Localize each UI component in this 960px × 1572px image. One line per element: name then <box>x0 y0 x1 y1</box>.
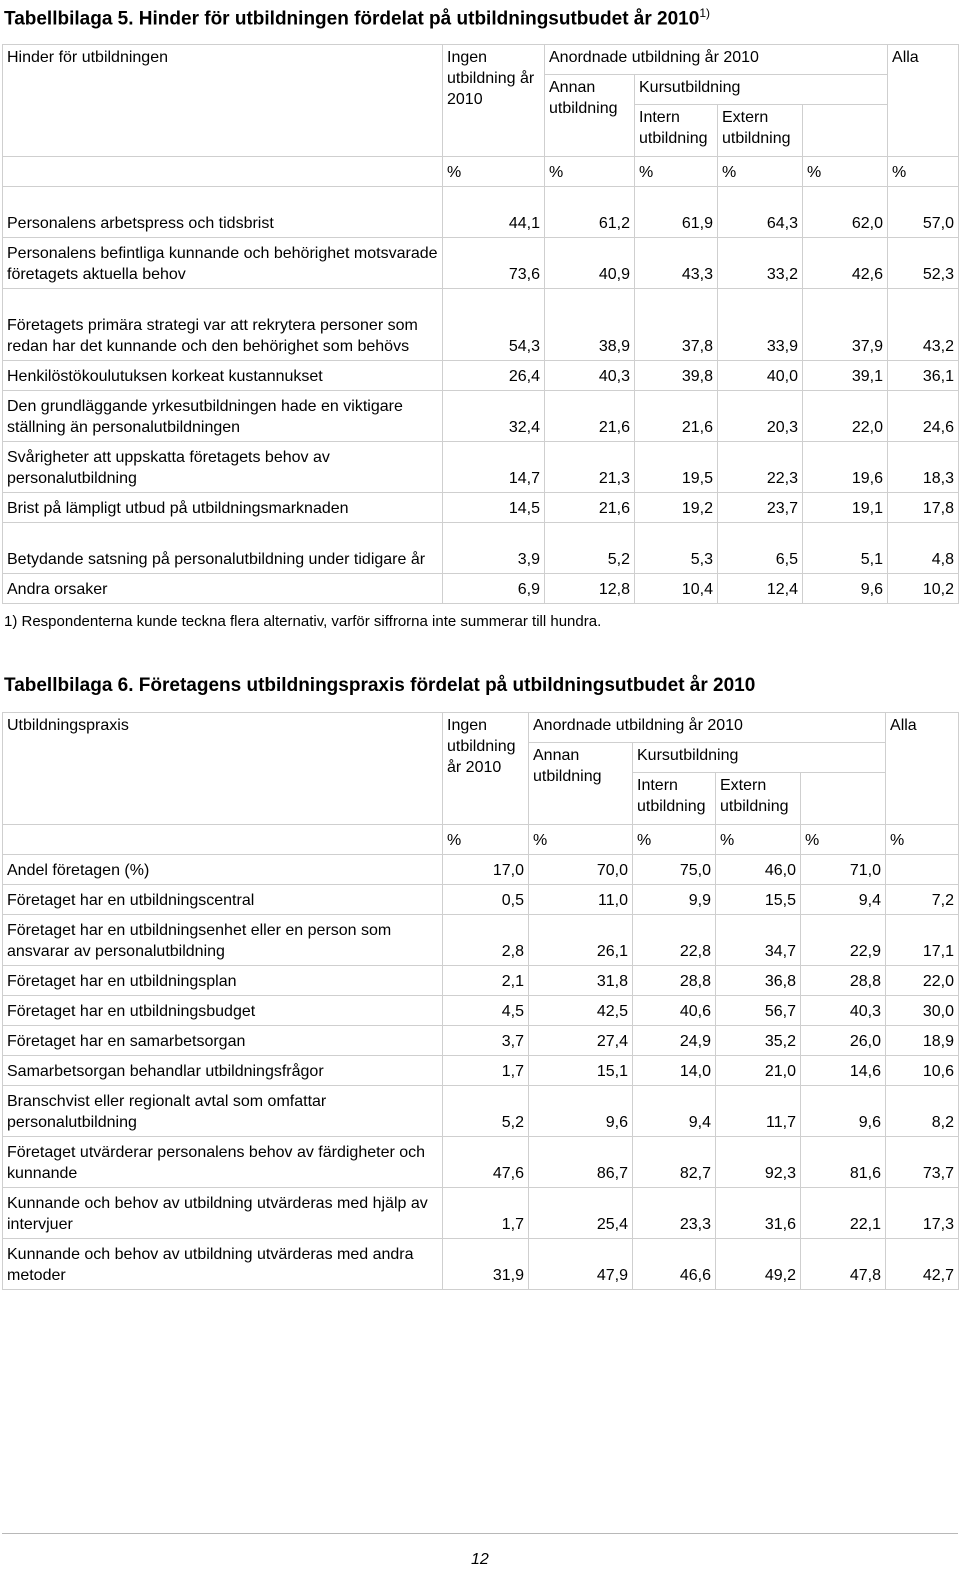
table6-cell: 46,6 <box>633 1239 716 1290</box>
table6-row <box>3 915 959 966</box>
table5-cell: 20,3 <box>718 391 803 442</box>
table5-row <box>3 187 959 238</box>
table6-cell: 34,7 <box>716 915 801 966</box>
table6-unit: % <box>529 825 633 855</box>
table6-cell: 42,7 <box>886 1239 959 1290</box>
table5-cell: 22,0 <box>803 391 888 442</box>
table5-cell: 61,9 <box>635 187 718 238</box>
table6-cell: 35,2 <box>716 1026 801 1056</box>
table6-cell: 30,0 <box>886 996 959 1026</box>
table5-row <box>3 493 959 523</box>
table6-unit: % <box>633 825 716 855</box>
table5-cell: 5,1 <box>803 523 888 574</box>
table5-cell: 37,9 <box>803 289 888 361</box>
table5-unit: % <box>803 157 888 187</box>
table5-cell: 22,3 <box>718 442 803 493</box>
table5-cell: 18,3 <box>888 442 959 493</box>
table6-cell: 81,6 <box>801 1137 886 1188</box>
table5-unit-blank <box>3 157 443 187</box>
table6-unit: % <box>716 825 801 855</box>
table6-cell <box>886 855 959 885</box>
table5-cell: 61,2 <box>545 187 635 238</box>
table6-cell: 23,3 <box>633 1188 716 1239</box>
table5-cell: 19,5 <box>635 442 718 493</box>
table5-cell: 40,0 <box>718 361 803 391</box>
table6-cell: 47,9 <box>529 1239 633 1290</box>
table6-row-header: Utbildningspraxis <box>3 713 443 825</box>
table5-cell: 24,6 <box>888 391 959 442</box>
table5-cell: 52,3 <box>888 238 959 289</box>
table6-cell: 86,7 <box>529 1137 633 1188</box>
table5-cell: 57,0 <box>888 187 959 238</box>
table6-row <box>3 966 959 996</box>
table6-row <box>3 1188 959 1239</box>
table5-cell: 39,8 <box>635 361 718 391</box>
table6-row <box>3 1056 959 1086</box>
table5-col-ingen: Ingen utbildning år 2010 <box>443 45 545 157</box>
table6-cell: 31,9 <box>443 1239 529 1290</box>
table5-cell: 14,7 <box>443 442 545 493</box>
table5-title-text: Tabellbilaga 5. Hinder för utbildningen fördelat på utbildningsutbudet år 2010 <box>4 8 700 30</box>
table6-col-ingen: Ingen utbildning år 2010 <box>443 713 529 825</box>
table6-col-annan: Annan utbildning <box>529 743 633 825</box>
table6-cell: 42,5 <box>529 996 633 1026</box>
table5-unit-row <box>3 157 959 187</box>
table6-row-label: Branschvist eller regionalt avtal som omfattar personalutbildning <box>3 1086 443 1137</box>
table6-cell: 22,9 <box>801 915 886 966</box>
table6 <box>2 712 959 1290</box>
table6-cell: 9,9 <box>633 885 716 915</box>
table5-unit: % <box>635 157 718 187</box>
table5-cell: 9,6 <box>803 574 888 604</box>
table6-row <box>3 885 959 915</box>
table6-cell: 21,0 <box>716 1056 801 1086</box>
table6-cell: 22,8 <box>633 915 716 966</box>
table5-row <box>3 289 959 361</box>
table5-col-alla: Alla <box>888 45 959 157</box>
table5-col-extern: Extern utbildning <box>718 105 803 157</box>
table5-unit: % <box>545 157 635 187</box>
table6-row <box>3 855 959 885</box>
table6-unit: % <box>886 825 959 855</box>
table6-cell: 28,8 <box>633 966 716 996</box>
table5-cell: 23,7 <box>718 493 803 523</box>
table5-cell: 40,9 <box>545 238 635 289</box>
table5-cell: 33,2 <box>718 238 803 289</box>
table5-unit: % <box>443 157 545 187</box>
table6-cell: 9,4 <box>633 1086 716 1137</box>
table6-cell: 46,0 <box>716 855 801 885</box>
table5-row <box>3 574 959 604</box>
table5-col-annan: Annan utbildning <box>545 75 635 157</box>
table6-unit: % <box>801 825 886 855</box>
table6-cell: 15,5 <box>716 885 801 915</box>
table5-row-header: Hinder för utbildningen <box>3 45 443 157</box>
table6-cell: 2,1 <box>443 966 529 996</box>
table5 <box>2 44 959 604</box>
table6-cell: 75,0 <box>633 855 716 885</box>
table5-row-label: Personalens befintliga kunnande och behörighet motsvarade företagets aktuella behov <box>3 238 443 289</box>
table5-cell: 26,4 <box>443 361 545 391</box>
table5-row <box>3 238 959 289</box>
table5-cell: 19,2 <box>635 493 718 523</box>
table6-row-label: Företaget har en utbildningsenhet eller en person som ansvarar av personalutbildning <box>3 915 443 966</box>
table5-cell: 43,2 <box>888 289 959 361</box>
table5-row-label: Brist på lämpligt utbud på utbildningsmarknaden <box>3 493 443 523</box>
table6-cell: 14,6 <box>801 1056 886 1086</box>
table6-body <box>3 855 959 1290</box>
table5-row-label: Betydande satsning på personalutbildning under tidigare år <box>3 523 443 574</box>
table6-cell: 71,0 <box>801 855 886 885</box>
table5-header-spacer <box>803 105 888 157</box>
table5-cell: 33,9 <box>718 289 803 361</box>
table6-cell: 40,3 <box>801 996 886 1026</box>
table6-row-label: Samarbetsorgan behandlar utbildningsfrågor <box>3 1056 443 1086</box>
table6-row <box>3 996 959 1026</box>
table6-row <box>3 1086 959 1137</box>
table6-unit-row <box>3 825 959 855</box>
table6-cell: 3,7 <box>443 1026 529 1056</box>
table5-cell: 39,1 <box>803 361 888 391</box>
table6-cell: 22,0 <box>886 966 959 996</box>
table5-cell: 19,1 <box>803 493 888 523</box>
table6-row <box>3 1239 959 1290</box>
table5-row-label: Svårigheter att uppskatta företagets behov av personalutbildning <box>3 442 443 493</box>
table5-cell: 44,1 <box>443 187 545 238</box>
table5-cell: 21,6 <box>635 391 718 442</box>
table6-cell: 8,2 <box>886 1086 959 1137</box>
table5-cell: 5,2 <box>545 523 635 574</box>
table6-col-alla: Alla <box>886 713 959 825</box>
table5-cell: 32,4 <box>443 391 545 442</box>
table5-row <box>3 361 959 391</box>
table6-row <box>3 1137 959 1188</box>
table6-cell: 36,8 <box>716 966 801 996</box>
table5-cell: 14,5 <box>443 493 545 523</box>
table6-cell: 27,4 <box>529 1026 633 1056</box>
table5-row-label: Henkilöstökoulutuksen korkeat kustannukset <box>3 361 443 391</box>
table6-cell: 24,9 <box>633 1026 716 1056</box>
table5-cell: 73,6 <box>443 238 545 289</box>
table6-cell: 26,1 <box>529 915 633 966</box>
table6-cell: 9,6 <box>801 1086 886 1137</box>
table6-cell: 56,7 <box>716 996 801 1026</box>
table6-row-label: Företaget har en samarbetsorgan <box>3 1026 443 1056</box>
table6-col-anordnade: Anordnade utbildning år 2010 <box>529 713 886 743</box>
table6-cell: 0,5 <box>443 885 529 915</box>
table5-row-label: Andra orsaker <box>3 574 443 604</box>
table5-row-label: Företagets primära strategi var att rekrytera personer som redan har det kunnande och den behörighet som behövs <box>3 289 443 361</box>
table6-cell: 40,6 <box>633 996 716 1026</box>
table5-cell: 6,5 <box>718 523 803 574</box>
table5-cell: 54,3 <box>443 289 545 361</box>
table5-footnote: 1) Respondenterna kunde teckna flera alternativ, varför siffrorna inte summerar till hundra. <box>4 613 602 630</box>
table5-cell: 43,3 <box>635 238 718 289</box>
table6-cell: 25,4 <box>529 1188 633 1239</box>
page-number: 12 <box>471 1551 489 1568</box>
table6-cell: 26,0 <box>801 1026 886 1056</box>
table6-col-extern: Extern utbildning <box>716 773 801 825</box>
table5-col-kurs: Kursutbildning <box>635 75 888 105</box>
table5-cell: 36,1 <box>888 361 959 391</box>
table6-cell: 92,3 <box>716 1137 801 1188</box>
table6-col-kurs: Kursutbildning <box>633 743 886 773</box>
table5-cell: 38,9 <box>545 289 635 361</box>
table6-cell: 47,8 <box>801 1239 886 1290</box>
table5-cell: 12,8 <box>545 574 635 604</box>
table6-cell: 4,5 <box>443 996 529 1026</box>
table6-cell: 82,7 <box>633 1137 716 1188</box>
table6-row-label: Företaget har en utbildningscentral <box>3 885 443 915</box>
table5-cell: 62,0 <box>803 187 888 238</box>
table6-cell: 15,1 <box>529 1056 633 1086</box>
table6-unit: % <box>443 825 529 855</box>
table6-cell: 17,1 <box>886 915 959 966</box>
table6-cell: 22,1 <box>801 1188 886 1239</box>
table5-row-label: Personalens arbetspress och tidsbrist <box>3 187 443 238</box>
table6-title: Tabellbilaga 6. Företagens utbildningspraxis fördelat på utbildningsutbudet år 2010 <box>4 675 756 696</box>
table6-cell: 17,0 <box>443 855 529 885</box>
table6-cell: 11,7 <box>716 1086 801 1137</box>
table5-cell: 10,2 <box>888 574 959 604</box>
table5-cell: 6,9 <box>443 574 545 604</box>
table6-cell: 9,6 <box>529 1086 633 1137</box>
table5-cell: 3,9 <box>443 523 545 574</box>
table6-header-spacer <box>801 773 886 825</box>
table5-unit: % <box>888 157 959 187</box>
table5-cell: 21,6 <box>545 493 635 523</box>
table5-cell: 21,6 <box>545 391 635 442</box>
table6-cell: 1,7 <box>443 1056 529 1086</box>
table5-cell: 10,4 <box>635 574 718 604</box>
table6-cell: 49,2 <box>716 1239 801 1290</box>
footer-divider <box>2 1533 958 1534</box>
table6-cell: 18,9 <box>886 1026 959 1056</box>
table5-cell: 37,8 <box>635 289 718 361</box>
table5-cell: 17,8 <box>888 493 959 523</box>
table6-cell: 31,8 <box>529 966 633 996</box>
table5-col-intern: Intern utbildning <box>635 105 718 157</box>
table5-cell: 21,3 <box>545 442 635 493</box>
table6-unit-blank <box>3 825 443 855</box>
table6-cell: 73,7 <box>886 1137 959 1188</box>
table5-title <box>4 6 710 30</box>
table6-cell: 1,7 <box>443 1188 529 1239</box>
table5-row <box>3 442 959 493</box>
table6-cell: 5,2 <box>443 1086 529 1137</box>
table6-row-label: Företaget utvärderar personalens behov av färdigheter och kunnande <box>3 1137 443 1188</box>
table6-cell: 14,0 <box>633 1056 716 1086</box>
table6-row-label: Kunnande och behov av utbildning utvärderas med andra metoder <box>3 1239 443 1290</box>
table6-row-label: Företaget har en utbildningsbudget <box>3 996 443 1026</box>
table5-unit: % <box>718 157 803 187</box>
table6-cell: 28,8 <box>801 966 886 996</box>
table5-cell: 5,3 <box>635 523 718 574</box>
table5-row-label: Den grundläggande yrkesutbildningen hade en viktigare ställning än personalutbildningen <box>3 391 443 442</box>
table5-title-footnote-mark: 1) <box>699 6 710 20</box>
table5-cell: 64,3 <box>718 187 803 238</box>
table5-body <box>3 187 959 604</box>
table5-cell: 19,6 <box>803 442 888 493</box>
table6-row-label: Kunnande och behov av utbildning utvärderas med hjälp av intervjuer <box>3 1188 443 1239</box>
table6-row <box>3 1026 959 1056</box>
table5-cell: 12,4 <box>718 574 803 604</box>
table6-col-intern: Intern utbildning <box>633 773 716 825</box>
table6-cell: 9,4 <box>801 885 886 915</box>
table5-cell: 42,6 <box>803 238 888 289</box>
table6-cell: 7,2 <box>886 885 959 915</box>
table6-cell: 10,6 <box>886 1056 959 1086</box>
table5-col-anordnade: Anordnade utbildning år 2010 <box>545 45 888 75</box>
table6-cell: 11,0 <box>529 885 633 915</box>
table6-cell: 47,6 <box>443 1137 529 1188</box>
table6-cell: 17,3 <box>886 1188 959 1239</box>
table5-cell: 4,8 <box>888 523 959 574</box>
table5-row <box>3 523 959 574</box>
table5-cell: 40,3 <box>545 361 635 391</box>
table6-cell: 70,0 <box>529 855 633 885</box>
table6-row-label: Andel företagen (%) <box>3 855 443 885</box>
table6-cell: 2,8 <box>443 915 529 966</box>
table6-row-label: Företaget har en utbildningsplan <box>3 966 443 996</box>
table5-row <box>3 391 959 442</box>
table6-cell: 31,6 <box>716 1188 801 1239</box>
